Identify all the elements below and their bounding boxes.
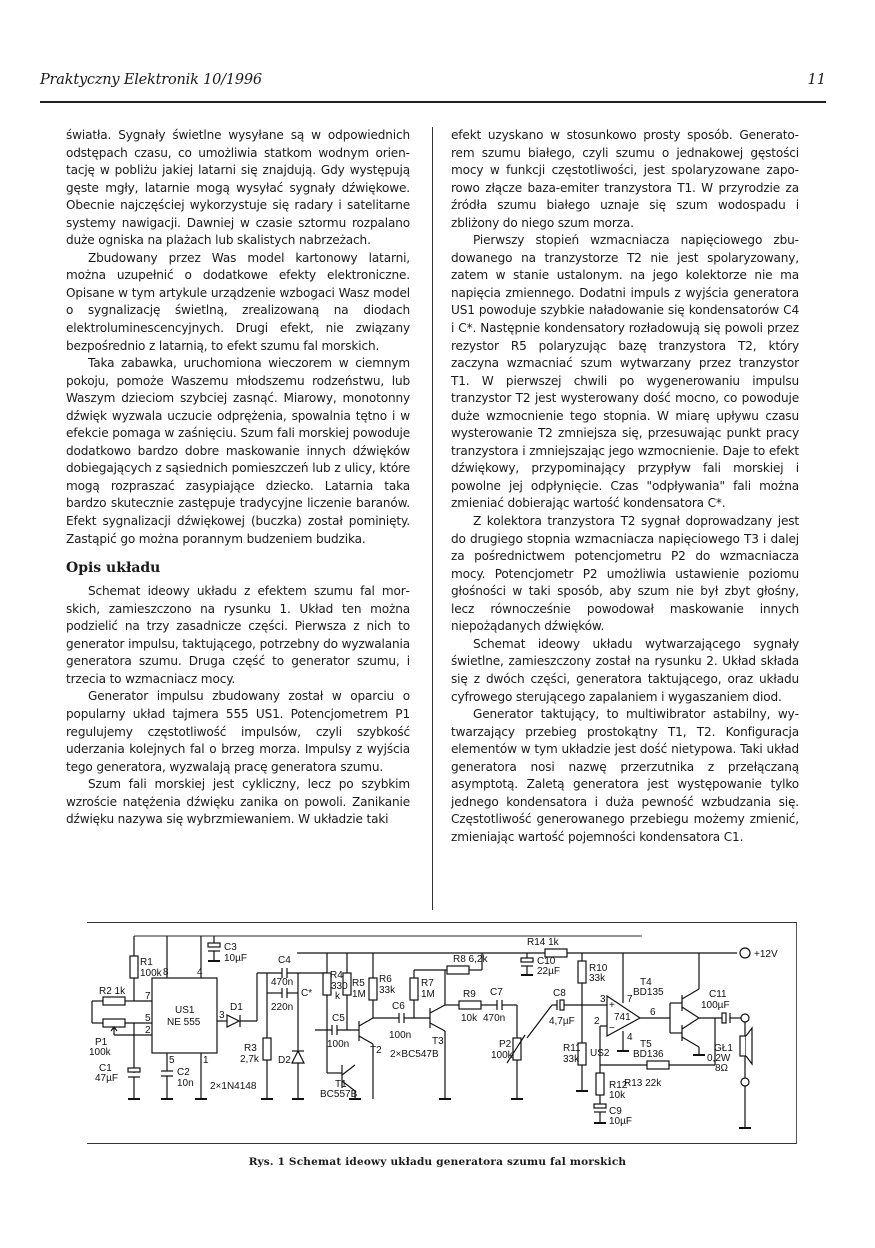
- paragraph: Generator impulsu zbudowany został w oparciu o popularny układ tajmera 555 US1. Potencjometrem P1 regulujemy częstotliwość impulsów, czyli szybkość uderzania kolejnych fal o brzeg morza. Impulsy z wyjścia tego generatora, wyzwalają pracę generatora szumu.: [66, 689, 410, 774]
- plus-sign: +: [609, 1000, 615, 1011]
- paragraph: Taka zabawka, uruchomiona wieczorem w ciemnym pokoju, pomoże Waszemu młodszemu rodzeństwu, lub Waszym dzieciom szybciej zasnąć. Miarowy, monotonny dźwięk wyzwala uczucie odprężenia, spowalnia tętno i w efekcie pomaga w zaśnięciu. Szum fali morskiej powoduje dodatkowo bardzo dobre maskowanie innych dźwięków dobiegających z sąsiednich pomieszczeń lub z ulicy, które mogą rozpraszać zasypiające dziecko. Latarnia taka bardzo skutecznie zastępuje tradycyjne liczenie baranów. Efekt sygnalizacji dźwiękowej (buczka) został pominięty. Zastąpić go można porannym budzeniem budzika.: [66, 356, 410, 546]
- label-t3: T3: [432, 1036, 444, 1047]
- label-c8: C8: [553, 988, 566, 999]
- label-r11: R11: [563, 1043, 581, 1054]
- paragraph: Z kolektora tranzystora T2 sygnał doprowadzany jest do drugiego stopnia wzmacniacza napięciowego T3 i dalej za pośrednictwem potencjometru P2 do wzmacniacza mocy. Potencjometr P2 umożliwia ustawienie poziomu głośności w taki sposób, aby szum nie był zbyt głośny, lecz równocześnie powodował maskowanie innych niepożądanych dźwięków.: [451, 514, 799, 634]
- pin-label: 5: [145, 1013, 151, 1024]
- label-d1: D1: [230, 1002, 243, 1013]
- label-p2-value: 100k: [491, 1050, 513, 1061]
- pin-label: 3: [219, 1010, 225, 1021]
- label-supply-voltage: +12V: [754, 949, 778, 960]
- pin-label: 4: [627, 1032, 633, 1043]
- label-r4: R4: [330, 970, 343, 981]
- paragraph: efekt uzyskano w stosunkowo prosty sposób. Generatorem szumu białego, czyli szumu o jednakowej gęstości mocy w funkcji częstotliwości, jest spolaryzowane zaporowo złącze baza-emiter tranzystora T1. W przyrodzie za źródła szumu białego uznaje się szum wodospadu i zbliżony do niego szum morza.: [451, 128, 799, 230]
- label-d2: D2: [278, 1055, 291, 1066]
- label-c7: C7: [490, 987, 503, 998]
- label-r7-value: 1M: [421, 989, 435, 1000]
- label-r10-value: 33k: [589, 973, 606, 984]
- label-us1-type: NE 555: [167, 1017, 201, 1028]
- label-c1-value: 47µF: [95, 1073, 118, 1084]
- label-r4-value: 330: [331, 981, 348, 992]
- pin-label: 2: [594, 1016, 600, 1027]
- label-c5: C5: [332, 1013, 345, 1024]
- label-r13: R13 22k: [624, 1078, 662, 1089]
- running-header: [40, 72, 826, 94]
- label-r6: R6: [379, 974, 392, 985]
- label-r1-value: 100k: [140, 968, 162, 979]
- label-r7: R7: [421, 978, 434, 989]
- label-t4: T4: [640, 977, 652, 988]
- paragraph: Generator taktujący, to multiwibrator astabilny, wytwarzający przebieg prostokątny T1, T2. Konfiguracja elementów w tym układzie jest dość nietypowa. Taki układ generatora nosi nazwę przerzutnika z przełączaną asymptotą. Zaletą generatora jest występowanie tylko jednego kondensatora i duża pewność wzbudzania się. Częstotliwość generowanego przebiegu możemy zmienić, zmieniając wartość pojemności kondensatora C1.: [451, 707, 799, 844]
- pin-label: 1: [203, 1055, 209, 1066]
- label-r3: R3: [244, 1043, 257, 1054]
- label-cstar-value: 220n: [271, 1002, 294, 1013]
- label-r14: R14 1k: [527, 937, 559, 948]
- label-t1: T1: [335, 1079, 347, 1090]
- label-t2-t3-type: 2×BC547B: [390, 1049, 439, 1060]
- label-c3-value: 10µF: [224, 953, 247, 964]
- label-c8-value: 4,7µF: [549, 1016, 575, 1027]
- pin-label: 3: [600, 994, 606, 1005]
- minus-sign: −: [609, 1023, 615, 1034]
- label-p2: P2: [499, 1039, 512, 1050]
- paragraph: Pierwszy stopień wzmacniacza napięciowego zbudowanego na tranzystorze T2 nie jest spolaryzowany, zatem w stanie ustalonym. na jego kolektorze nie ma napięcia zmiennego. Dodatni impuls z wyjścia generatora US1 powoduje szybkie naładowanie się kondensatorów C4 i C*. Następnie kondensatory rozładowują się powoli przez rezystor R5 polaryzując bazę tranzystora T2, który zaczyna wzmacniać szum wytwarzany przez tranzystor T1. W pierwszej chwili po wygenerowaniu impulsu tranzystor T2 jest wysterowany dość mocno, co powoduje duże wzmocnienie tego stopnia. W miarę upływu czasu wysterowanie T2 zmniejsza się, przesuwając punkt pracy tranzystora i zmniejszając jego wzmocnienie. Daje to efekt dźwiękowy, przypominający przypływ fali morskiej i powolne jej odpłynięcie. Czas "odpływania" fali można zmieniać dobierając wartość kondensatora C*.: [451, 233, 799, 511]
- label-gl1-power: 0,2W: [707, 1053, 731, 1064]
- circuit-schematic: [87, 923, 797, 1145]
- label-r10: R10: [589, 963, 608, 974]
- label-p1-value: 100k: [89, 1047, 111, 1058]
- label-r12: R12: [609, 1080, 628, 1091]
- label-r6-value: 33k: [379, 985, 396, 996]
- section-heading: Opis układu: [66, 560, 161, 577]
- paragraph: Schemat ideowy układu z efektem szumu fal morskich, zamieszczono na rysunku 1. Układ ten można podzielić na trzy zasadnicze części. Pierwsza z nich to generator impulsu, taktującego, potrzebny do wyzwalania generatora szumu. Druga część to generator szumu, i trzecia to wzmacniacz mocy.: [66, 584, 410, 686]
- page-number: 11: [807, 72, 826, 88]
- label-r2: R2 1k: [99, 986, 126, 997]
- label-c6: C6: [392, 1001, 405, 1012]
- paragraph: Schemat ideowy układu wytwarzającego sygnały świetlne, zamieszczony został na rysunku 2. Układ składa się z dwóch części, generatora taktującego, oraz układu cyfrowego sterującego zapalaniem i wygaszaniem diod.: [451, 636, 799, 704]
- label-r11-value: 33k: [563, 1054, 580, 1065]
- pin-label: 7: [145, 991, 151, 1002]
- pin-label: 7: [627, 994, 633, 1005]
- label-c5-value: 100n: [327, 1039, 350, 1050]
- label-c9: C9: [609, 1106, 622, 1117]
- label-cstar: C*: [301, 988, 313, 999]
- label-c11-value: 100µF: [701, 1000, 730, 1011]
- pin-label: 2: [145, 1025, 151, 1036]
- label-r1: R1: [140, 957, 153, 968]
- paragraph: światła. Sygnały świetlne wysyłane są w odpowiednich odstępach czasu, co umożliwia statkom wodnym orientację w pobliżu jakiej latarni się znajdują. Gdy występują gęste mgły, latarnie mogą wysyłać sygnały dźwiękowe. Obecnie najczęściej wykorzystuje się radary i satelitarne systemy nawigacji. Dawniej w czasie sztormu rozpalano duże ogniska na plażach lub skalistych nabrzeżach.: [66, 128, 410, 248]
- header-rule: [40, 101, 826, 103]
- label-t1-type: BC557B: [320, 1089, 358, 1100]
- label-r5: R5: [352, 978, 365, 989]
- label-c3: C3: [224, 942, 237, 953]
- label-r9-value: 10k: [461, 1013, 478, 1024]
- label-t4-type: BD135: [633, 987, 664, 998]
- label-c4: C4: [278, 955, 291, 966]
- right-column: [451, 127, 799, 846]
- label-r8: R8 6,2k: [453, 954, 488, 965]
- label-c10: C10: [537, 956, 556, 967]
- label-t5-type: BD136: [633, 1049, 664, 1060]
- label-t5: T5: [640, 1039, 652, 1050]
- label-c9-value: 10µF: [609, 1116, 632, 1127]
- label-c10-value: 22µF: [537, 966, 560, 977]
- paragraph: Zbudowany przez Was model kartonowy latarni, można uzupełnić o dodatkowe efekty elektroniczne. Opisane w tym artykule urządzenie wzbogaci Wasz model o sygnalizację świetlną, zrealizowaną na diodach elektroluminescencyjnych. Drugi efekt, nie związany bezpośrednio z latarnią, to efekt szumu fal morskich.: [66, 250, 410, 353]
- label-c2: C2: [177, 1067, 190, 1078]
- pin-label: 6: [650, 1007, 656, 1018]
- label-us2-type: 741: [614, 1012, 631, 1023]
- label-r9: R9: [463, 989, 476, 1000]
- label-c4-value: 470n: [271, 977, 294, 988]
- label-r12-value: 10k: [609, 1090, 626, 1101]
- label-r5-value: 1M: [352, 989, 366, 1000]
- journal-title: Praktyczny Elektronik 10/1996: [40, 72, 262, 88]
- pin-label: 5: [169, 1055, 175, 1066]
- label-c2-value: 10n: [177, 1078, 194, 1089]
- label-r3-value: 2,7k: [240, 1054, 259, 1065]
- label-gl1: GŁ1: [714, 1043, 733, 1054]
- label-c11: C11: [709, 989, 727, 1000]
- pin-label: 4: [197, 967, 203, 978]
- circuit-schematic-figure: [87, 922, 797, 1144]
- figure-caption: Rys. 1 Schemat ideowy układu generatora szumu fal morskich: [248, 1156, 627, 1168]
- label-us2: US2: [590, 1048, 610, 1059]
- label-gl1-impedance: 8Ω: [715, 1063, 729, 1074]
- label-c6-value: 100n: [389, 1030, 412, 1041]
- left-column: [66, 127, 410, 829]
- label-us1: US1: [175, 1005, 195, 1016]
- label-p1: P1: [95, 1037, 108, 1048]
- label-c7-value: 470n: [483, 1013, 506, 1024]
- label-diodes: 2×1N4148: [210, 1081, 257, 1092]
- label-c1: C1: [99, 1063, 112, 1074]
- paragraph: Szum fali morskiej jest cykliczny, lecz po szybkim wzroście natężenia dźwięku zanika on powoli. Zanikanie dźwięku nazywa się wybrzmiewaniem. W układzie taki: [66, 777, 410, 827]
- column-divider: [432, 127, 433, 910]
- pin-label: 8: [163, 967, 169, 978]
- label-r4-unit: k: [335, 991, 340, 1002]
- label-t2: T2: [370, 1045, 382, 1056]
